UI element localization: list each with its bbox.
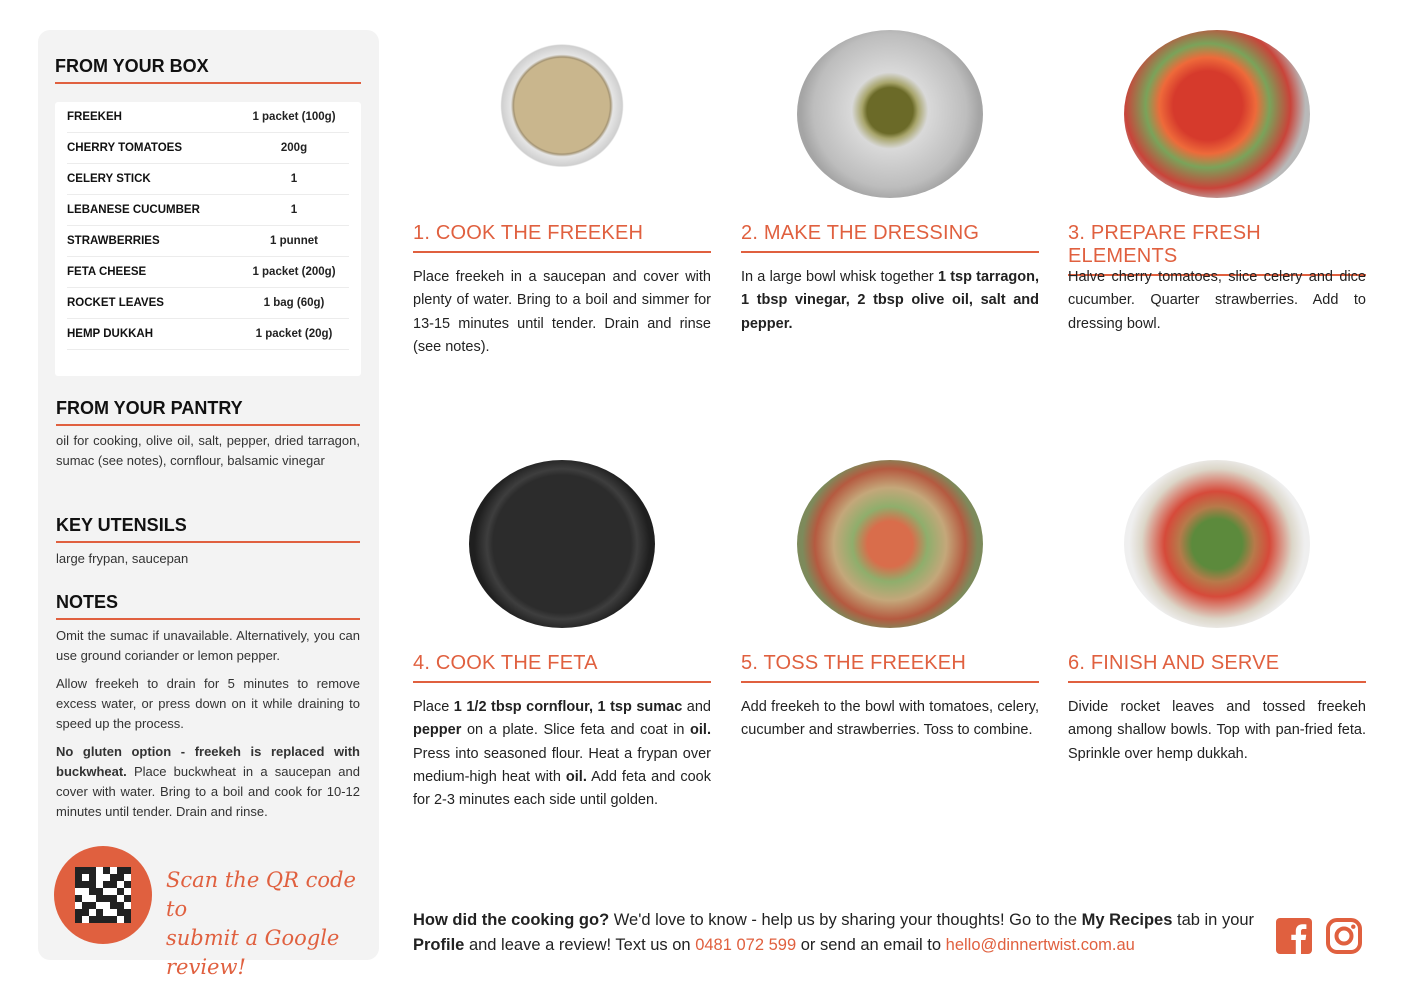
qr-module <box>117 902 124 909</box>
step-body-text: Press into seasoned flour. Heat a frypan over medium-high heat with <box>413 745 711 785</box>
step-body-text: Divide rocket leaves and tossed freekeh among shallow bowls. Top with pan-fried feta. Sprinkle over hemp dukkah. <box>1068 699 1366 762</box>
qr-module <box>124 888 131 895</box>
item-name: FETA CHEESE <box>67 266 147 278</box>
profile-label: Profile <box>413 936 465 954</box>
utensils-text: large frypan, saucepan <box>56 551 189 566</box>
qr-module <box>124 916 131 923</box>
item-name: STRAWBERRIES <box>67 235 160 247</box>
box-row <box>67 164 349 195</box>
qr-module <box>75 895 82 902</box>
qr-module <box>75 888 82 895</box>
qr-module <box>117 909 124 916</box>
qr-module <box>89 867 96 874</box>
qr-module <box>89 874 96 881</box>
step-body-text: Place freekeh in a saucepan and cover with plenty of water. Bring to a boil and simmer for 13-15 minutes until tender. Drain and rinse (see notes). <box>413 269 711 355</box>
qr-module <box>82 867 89 874</box>
qr-module <box>82 881 89 888</box>
email-link[interactable]: hello@dinnertwist.com.au <box>945 936 1135 954</box>
item-name: LEBANESE CUCUMBER <box>67 204 200 216</box>
qr-module <box>110 916 117 923</box>
qr-module <box>89 881 96 888</box>
qr-module <box>117 916 124 923</box>
qr-module <box>103 895 110 902</box>
step-title: 3. PREPARE FRESH ELEMENTS <box>1068 222 1366 276</box>
footer-text: tab in your <box>1172 911 1255 929</box>
note-drain: Allow freekeh to drain for 5 minutes to remove excess water, or press down on it while draining to speed up the process. <box>56 676 360 731</box>
qr-module <box>124 874 131 881</box>
qr-module <box>110 881 117 888</box>
step-body-text: Place <box>413 699 454 715</box>
qr-module <box>124 867 131 874</box>
step-body-text: Halve cherry tomatoes, slice celery and dice cucumber. Quarter strawberries. Add to dressing bowl. <box>1068 269 1366 332</box>
step-body-text: Add freekeh to the bowl with tomatoes, celery, cucumber and strawberries. Toss to combine. <box>741 699 1039 739</box>
box-row <box>67 288 349 319</box>
qr-module <box>124 895 131 902</box>
item-qty: 1 packet (100g) <box>252 111 336 123</box>
pantry-title: FROM YOUR PANTRY <box>56 398 360 426</box>
qr-module <box>103 881 110 888</box>
item-qty: 1 punnet <box>270 235 318 247</box>
footer-text: We'd love to know - help us by sharing your thoughts! Go to the <box>609 911 1082 929</box>
step-body-bold: 1 1/2 tbsp cornflour, 1 tsp sumac <box>453 699 683 715</box>
qr-module <box>75 874 82 881</box>
qr-code-icon <box>75 867 131 923</box>
qr-module <box>96 867 103 874</box>
step-body <box>741 266 1039 336</box>
item-qty: 1 <box>290 173 298 185</box>
note-gluten <box>56 742 360 822</box>
feta-frypan-photo <box>469 460 655 628</box>
step-body <box>1068 266 1366 336</box>
footer-text: and leave a review! Text us on <box>464 936 696 954</box>
step-body-bold: oil. <box>690 722 711 739</box>
qr-module <box>82 916 89 923</box>
item-qty: 200g <box>280 142 308 154</box>
step-body <box>413 266 711 359</box>
qr-module <box>124 902 131 909</box>
qr-module <box>82 895 89 902</box>
step-title: 6. FINISH AND SERVE <box>1068 652 1366 683</box>
step-title: 1. COOK THE FREEKEH <box>413 222 711 253</box>
qr-module <box>110 895 117 902</box>
facebook-icon[interactable] <box>1276 918 1312 954</box>
qr-module <box>110 902 117 909</box>
box-title: FROM YOUR BOX <box>55 56 361 84</box>
qr-module <box>89 909 96 916</box>
tossed-freekeh-photo <box>797 460 983 628</box>
qr-caption <box>166 866 379 982</box>
qr-module <box>117 895 124 902</box>
notes-title: NOTES <box>56 592 360 620</box>
footer-text: or send an email to <box>796 936 946 954</box>
step-body <box>413 696 711 812</box>
item-name: HEMP DUKKAH <box>67 328 154 340</box>
qr-module <box>103 867 110 874</box>
qr-module <box>75 909 82 916</box>
qr-module <box>89 902 96 909</box>
phone-link[interactable]: 0481 072 599 <box>695 936 797 954</box>
review-footer <box>413 908 1263 958</box>
qr-module <box>96 874 103 881</box>
step-body-text: Add feta and cook for 2-3 minutes each side until golden. <box>413 768 711 809</box>
utensils-title: KEY UTENSILS <box>56 515 360 543</box>
qr-module <box>89 895 96 902</box>
step-title: 4. COOK THE FETA <box>413 652 711 683</box>
step-body-text: on a plate. Slice feta and coat in <box>461 722 691 739</box>
step-body-text: and <box>682 699 711 715</box>
step-title: 2. MAKE THE DRESSING <box>741 222 1039 253</box>
qr-module <box>117 881 124 888</box>
item-name: FREEKEH <box>67 111 122 123</box>
qr-code-badge[interactable] <box>54 846 152 944</box>
step-title: 5. TOSS THE FREEKEH <box>741 652 1039 683</box>
finished-dish-photo <box>1124 460 1310 628</box>
item-qty: 1 bag (60g) <box>263 297 325 309</box>
item-name: CHERRY TOMATOES <box>67 142 183 154</box>
qr-module <box>110 874 117 881</box>
item-name: ROCKET LEAVES <box>67 297 164 309</box>
box-row <box>67 257 349 288</box>
step-body-bold: oil. <box>565 768 587 785</box>
qr-module <box>124 881 131 888</box>
qr-module <box>117 888 124 895</box>
freekeh-saucepan-photo <box>469 30 655 198</box>
notes-text <box>56 626 360 830</box>
qr-module <box>75 881 82 888</box>
item-qty: 1 packet (20g) <box>255 328 333 340</box>
instagram-icon[interactable] <box>1326 918 1362 954</box>
step-body-bold: pepper <box>413 722 462 739</box>
sidebar <box>38 30 379 979</box>
note-gluten-bold: No gluten option - freekeh is replaced with buckwheat. <box>56 744 360 779</box>
qr-module <box>82 874 89 881</box>
qr-module <box>103 916 110 923</box>
box-table <box>55 102 361 376</box>
footer-question: How did the cooking go? <box>413 911 610 929</box>
dressing-bowl-photo <box>797 30 983 198</box>
qr-module <box>75 867 82 874</box>
qr-module <box>103 888 110 895</box>
qr-module <box>96 909 103 916</box>
step-body-bold: 1 tsp tarragon, 1 tbsp vinegar, 2 tbsp olive oil, salt and pepper. <box>741 269 1040 332</box>
qr-module <box>82 909 89 916</box>
qr-module <box>96 881 103 888</box>
qr-module <box>110 909 117 916</box>
box-row <box>67 133 349 164</box>
step-body <box>1068 696 1366 766</box>
note-sumac: Omit the sumac if unavailable. Alternatively, you can use ground coriander or lemon pepper. <box>56 628 360 663</box>
step-body-text: In a large bowl whisk together <box>741 269 938 285</box>
fresh-elements-bowl-photo <box>1124 30 1310 198</box>
qr-module <box>96 895 103 902</box>
box-row <box>67 102 349 133</box>
qr-module <box>82 902 89 909</box>
qr-module <box>110 888 117 895</box>
qr-module <box>96 902 103 909</box>
step-body <box>741 696 1039 743</box>
qr-module <box>89 916 96 923</box>
item-qty: 1 packet (200g) <box>252 266 336 278</box>
qr-module <box>89 888 96 895</box>
item-name: CELERY STICK <box>67 173 151 185</box>
qr-module <box>103 909 110 916</box>
qr-caption-line1: Scan the QR code to <box>166 868 356 921</box>
qr-module <box>75 902 82 909</box>
qr-module <box>96 916 103 923</box>
qr-module <box>96 888 103 895</box>
qr-module <box>117 874 124 881</box>
box-row <box>67 319 349 350</box>
qr-module <box>103 874 110 881</box>
qr-module <box>110 867 117 874</box>
qr-module <box>82 888 89 895</box>
my-recipes-label: My Recipes <box>1081 911 1173 929</box>
box-row <box>67 195 349 226</box>
note-gluten-rest: Place buckwheat in a saucepan and cover with water. Bring to a boil and cook for 10-12 minutes until tender. Drain and rinse. <box>56 764 360 819</box>
qr-module <box>124 909 131 916</box>
item-qty: 1 <box>290 204 298 216</box>
qr-caption-line2: submit a Google review! <box>166 926 340 979</box>
qr-module <box>117 867 124 874</box>
qr-module <box>75 916 82 923</box>
pantry-text: oil for cooking, olive oil, salt, pepper, dried tarragon, sumac (see notes), cornflour, balsamic vinegar <box>56 433 360 468</box>
box-row <box>67 226 349 257</box>
qr-module <box>103 902 110 909</box>
